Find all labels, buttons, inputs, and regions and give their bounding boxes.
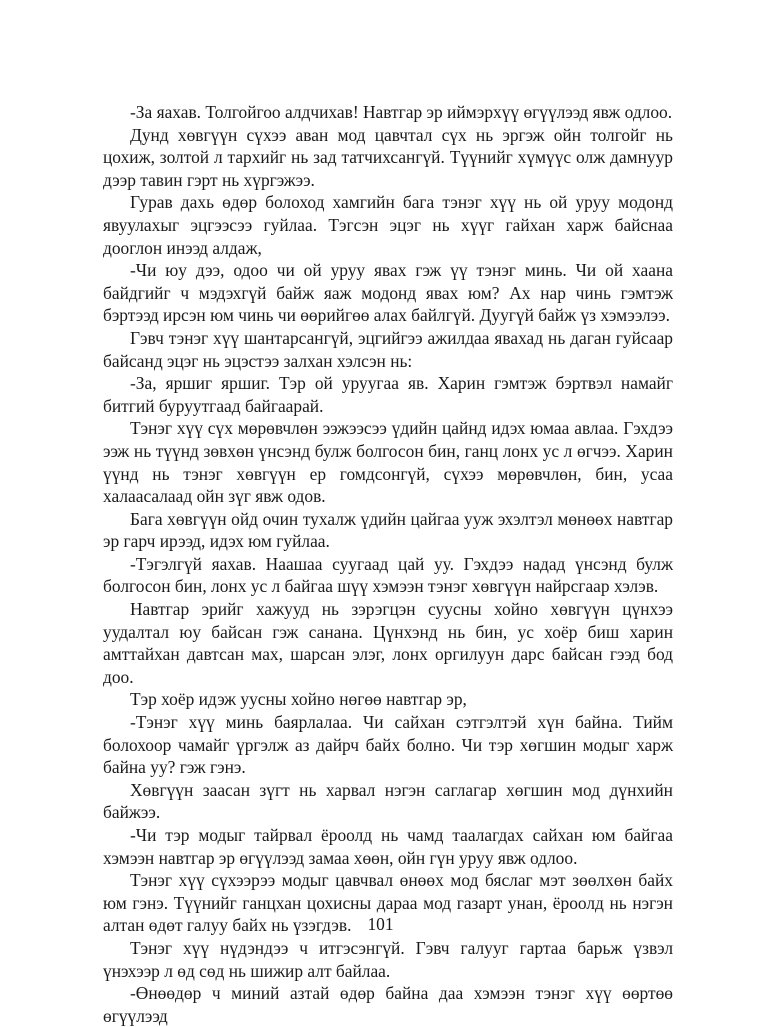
page-body-text [103, 101, 673, 1027]
paragraph-1: -За яахав. Толгойгоо алдчихав! Навтгар эр иймэрхүү өгүүлээд явж одлоо. [130, 102, 673, 122]
paragraph-3: Гурав дахь өдөр болоход хамгийн бага тэнэг хүү нь ой уруу модонд явуулахыг эцгээсээ гуйлаа. Тэгсэн эцэг нь хүүг гайхан харж байснаа дооглон инээд алдаж, [103, 192, 673, 258]
paragraph-13: Хөвгүүн заасан зүгт нь харвал нэгэн саглагар хөгшин мод дүнхийн байжээ. [103, 779, 673, 823]
paragraph-9: -Тэгэлгүй яахав. Наашаа суугаад цай уу. Гэхдээ надад үнсэнд булж болгосон бин, лонх ус л байгаа шүү хэмээн тэнэг хөвгүүн найрсгаар хэлэв. [103, 553, 673, 597]
paragraph-6: -За, яршиг яршиг. Тэр ой уруугаа яв. Харин гэмтэж бэртвэл намайг битгий буруутгаад байгаарай. [103, 373, 673, 416]
paragraph-15: Тэнэг хүү сүхээрээ модыг цавчвал өнөөх мод бяслаг мэт зөөлхөн байх юм гэнэ. Түүнийг ганцхан цохисны дараа мод газарт унан, ёроолд нь нэгэн алтан өдөт галуу байх нь үзэгдэв. [103, 870, 673, 936]
paragraph-8: Бага хөвгүүн ойд очин тухалж үдийн цайгаа ууж эхэлтэл мөнөөх навтгар эр гарч ирээд, идэх юм гуйлаа. [103, 508, 673, 552]
page-number: 101 [367, 914, 394, 934]
paragraph-12: -Тэнэг хүү минь баярлалаа. Чи сайхан сэтгэлтэй хүн байна. Тийм болохоор чамайг үргэлж аз дайрч байх болно. Чи тэр хөгшин модыг харж байна уу? гэж гэнэ. [103, 712, 673, 778]
paragraph-10: Навтгар эрийг хажууд нь зэрэгцэн суусны хойно хөвгүүн цүнхээ уудалтал юу байсан гэж санана. Цүнхэнд нь бин, ус хоёр биш харин амттайхан давтсан мах, шарсан элэг, лонх оргилуун дарс байсан гээд бод доо. [103, 599, 673, 687]
paragraph-17: -Өнөөдөр ч миний азтай өдөр байна даа хэмээн тэнэг хүү өөртөө өгүүлээд [103, 983, 673, 1026]
paragraph-4: -Чи юу дээ, одоо чи ой уруу явах гэж үү тэнэг минь. Чи ой хаана байдгийг ч мэдэхгүй байж яаж модонд явах юм? Ах нар чинь гэмтэж бэртээд ирсэн юм чинь чи өөрийгөө алах байлгүй. Дуугүй байж үз хэмээлээ. [103, 260, 673, 326]
paragraph-14: -Чи тэр модыг тайрвал ёроолд нь чамд таалагдах сайхан юм байгаа хэмээн навтгар эр өгүүлээд замаа хөөн, ойн гүн уруу явж одлоо. [103, 825, 673, 868]
paragraph-5: Гэвч тэнэг хүү шантарсангүй, эцгийгээ ажилдаа явахад нь даган гуйсаар байсанд эцэг нь эцэстээ залхан хэлсэн нь: [103, 327, 673, 371]
paragraph-7: Тэнэг хүү сүх мөрөвчлөн ээжээсээ үдийн цайнд идэх юмаа авлаа. Гэхдээ ээж нь түүнд зөвхөн үнсэнд булж болгосон бин, ганц лонх ус л өгчээ. Харин үүнд нь тэнэг хөвгүүн ер гомдсонгүй, сүхээ мөрөвчлөн, бин, усаа халаасалаад ойн зүг явж одов. [103, 418, 673, 507]
paragraph-2: Дунд хөвгүүн сүхээ аван мод цавчтал сүх нь эргэж ойн толгойг нь цохиж, золтой л тархийг нь зад татчихсангүй. Түүнийг хүмүүс олж дамнуур дээр тавин гэрт нь хүргэжээ. [103, 124, 673, 190]
paragraph-16: Тэнэг хүү нүдэндээ ч итгэсэнгүй. Гэвч галууг гартаа барьж үзвэл үнэхээр л өд сөд нь шижир алт байлаа. [103, 937, 673, 981]
paragraph-11: Тэр хоёр идэж уусны хойно нөгөө навтгар эр, [130, 689, 467, 710]
